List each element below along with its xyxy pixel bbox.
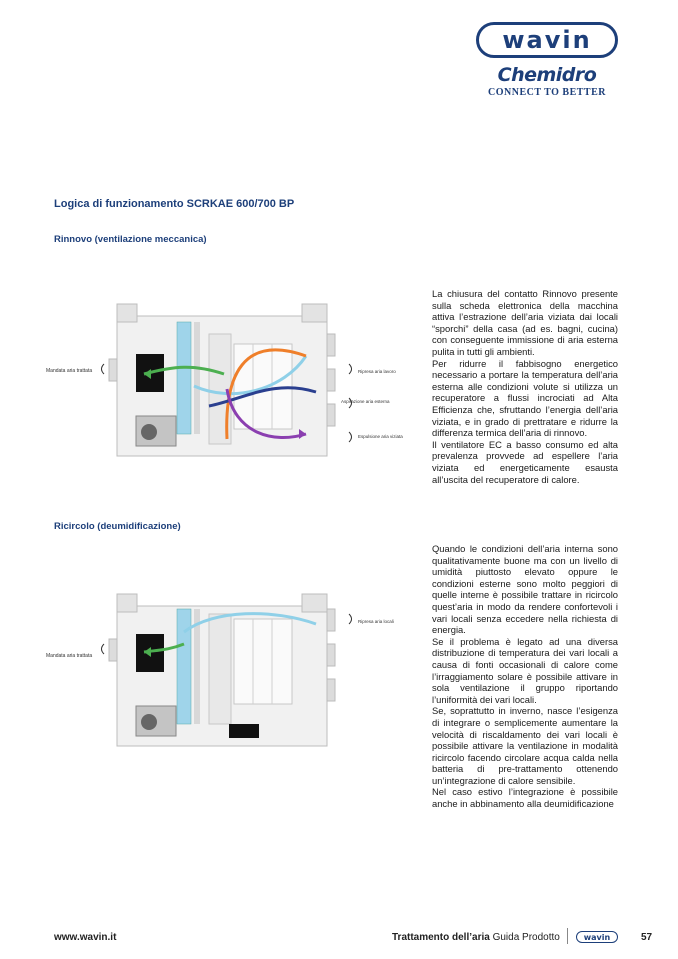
- label-aspirazione: Aspirazione aria esterna: [341, 399, 390, 404]
- left-arrow-glyph: [102, 364, 105, 374]
- port-5: [327, 644, 335, 666]
- label-ripresa: Ripresa aria lavoro: [358, 369, 396, 374]
- unit-top-right-flange-2: [302, 594, 327, 612]
- label-mandata-2: Mandata aria trattata: [46, 653, 93, 659]
- footer-divider: [567, 928, 568, 944]
- section1-paragraph-3: Il ventilatore EC a basso consumo ed alta prevalenza provvede ad espellere l’aria viziata ed energeticamente esausta all’uscita del recuperatore di calore.: [432, 438, 618, 485]
- port-6: [327, 679, 335, 701]
- section1-paragraph-2: Per ridurre il fabbisogno energetico necessario a portare la temperatura dell’aria esterna alle condizioni volute si utilizza un recuperatore a flussi incrociati ad Alta Efficienza che, sfruttando l’energia dell’aria viziata, e in grado di prettratare e ridurre la differenza termica dell’aria di rinnovo.: [432, 357, 618, 439]
- footer-wavin-logo: [576, 931, 618, 943]
- right-arrow-glyph-1: [349, 364, 352, 374]
- filter: [194, 322, 200, 434]
- section1-text: [432, 288, 618, 485]
- footer-url[interactable]: www.wavin.it: [54, 932, 117, 943]
- port-1: [327, 334, 335, 356]
- motor-wheel: [141, 424, 157, 440]
- motor-wheel-2: [141, 714, 157, 730]
- bottom-block: [229, 724, 259, 738]
- section2-heading: Ricircolo (deumidificazione): [54, 521, 181, 532]
- diagram-rinnovo: [44, 294, 410, 464]
- section1-heading: Rinnovo (ventilazione meccanica): [54, 234, 207, 245]
- left-arrow-glyph-2: [102, 644, 105, 654]
- unit-top-left-flange-2: [117, 594, 137, 612]
- chemidro-logo-text: Chemidro: [497, 64, 597, 86]
- coil-battery-2: [177, 609, 191, 724]
- wavin-logo-pill: [476, 22, 618, 58]
- footer-section-bold: Trattamento dell’aria: [392, 932, 490, 943]
- heat-exchanger-2: [234, 619, 292, 704]
- port-2: [327, 369, 335, 391]
- page-title: Logica di funzionamento SCRKAE 600/700 BP: [54, 198, 295, 210]
- port-left: [109, 359, 117, 381]
- section2-paragraph-2: Se il problema è legato ad una diversa distribuzione di temperatura dei vari locali a causa di fonti occasionali di calore come l’irraggiamento solare è possibile attivare in sola ventilazione il gruppo riportando l’uniformità dei vari locali.: [432, 635, 618, 705]
- section2-text: [432, 543, 618, 810]
- coil-battery: [177, 322, 191, 434]
- footer-wavin-logo-text: wavin: [583, 932, 611, 942]
- page-number: 57: [641, 932, 653, 943]
- footer-section-light: Guida Prodotto: [492, 932, 560, 943]
- diagram-ricircolo-svg: [44, 584, 410, 754]
- section2-paragraph-4: Nel caso estivo l’integrazione è possibile anche in abbinamento alla deumidificazione: [432, 786, 618, 810]
- right-arrow-glyph-4: [349, 614, 352, 624]
- diagram-ricircolo: [44, 584, 410, 754]
- port-4: [327, 609, 335, 631]
- section2-paragraph-3: Se, soprattutto in inverno, nasce l’esigenza di integrare o semplicemente aumentare la velocità di riscaldamento dei vari locali è possibile attivare la ventilazione in modalità ricircolo facendo circolare acqua calda nella batteria di pre-trattamento ottenendo un’integrazione di calore sensibile.: [432, 705, 618, 786]
- section1-paragraph-1: La chiusura del contatto Rinnovo presente sulla scheda elettronica della macchina attiva l’estrazione dell’aria viziata dai locali “sporchi” della casa (ad es. bagni, cucina) con conseguente immissione di aria esterna pulita in tutti gli ambienti.: [432, 288, 618, 357]
- diagram-rinnovo-svg: [44, 294, 410, 464]
- section2-paragraph-1: Quando le condizioni dell’aria interna sono qualitativamente buone ma con un livello di umidità piuttosto elevato oppure le condizioni esterne sono molto peggiori di quelle interne è possibile trattare in ricircolo quest’aria in modo da rendere confortevoli i vari locali senza eccedere nella richiesta di energia.: [432, 543, 618, 636]
- right-arrow-glyph-3: [349, 432, 352, 442]
- footer-section: [392, 932, 560, 943]
- label-ripresa-locali: Ripresa aria locali: [358, 619, 394, 624]
- port-3: [327, 404, 335, 426]
- label-mandata: Mandata aria trattata: [46, 368, 93, 374]
- brand-tagline: CONNECT TO BETTER: [488, 87, 606, 98]
- unit-top-left-flange: [117, 304, 137, 322]
- label-espulsione: Espulsione aria viziata: [358, 434, 403, 439]
- wavin-logo-text: wavin: [502, 26, 592, 54]
- port-left-2: [109, 639, 117, 661]
- brand-logo: [474, 22, 620, 98]
- damper-panel-2: [209, 614, 231, 724]
- unit-top-right-flange: [302, 304, 327, 322]
